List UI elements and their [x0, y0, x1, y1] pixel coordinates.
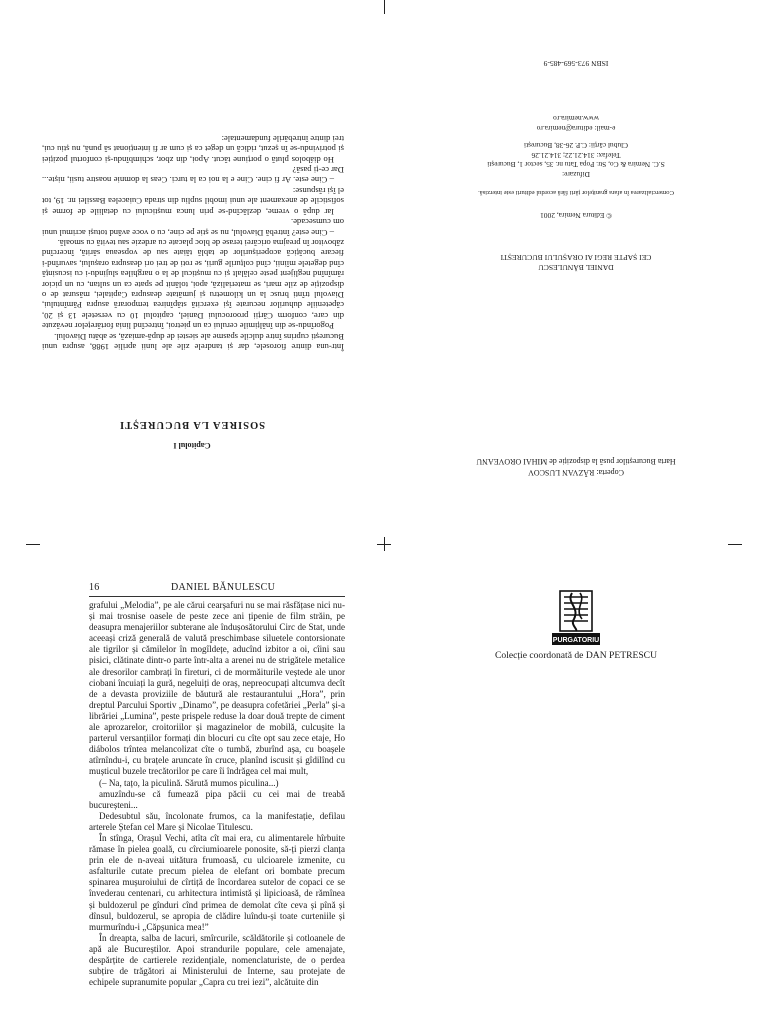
paragraph: (– Na, tațo, la piculină. Sărută mumos piculina...) — [99, 777, 279, 788]
chapter-body — [42, 133, 344, 352]
page-number: 16 — [89, 582, 100, 593]
dist-label: Difuzare: — [562, 170, 590, 179]
paragraph: Pogorîndu-se din înălțimile cerului ca un pietroi, întrecînd linia fortărețelor nevăzute din care, conform Cărții proorocului Daniel, capitolul 10 cu versetele 13 și 20, căpeteniile duhurilor necurate își exercită stăpînirea temporară asupra Pămîntului, Diavolul trînti brusc la un kilometru și jumătate deasupra Capitalei, măsurat de o dispoziție de zile mari, se materializă, apoi, tolănit pe spate ca un sultan, cu un picior rămînînd neglijent peste celălalt și cu mușticul de la o narghilea slujindu-i cu iscusință cînd degetele mîinii, cînd colțurile gurii, se roti de trei ori deasupra orașului, savurînd-i fiecare bucățică acoperișurilor de tablă tăiate sau de vopseaua sărită, încercînd zăbovitor în preajma oricărei terase de bloc placate cu ardezie sau tevită cu smoală. — [42, 237, 344, 332]
page-half-title — [384, 512, 768, 1024]
paragraph: grafului „Melodia”, pe ale cărui cearșafuri nu se mai răsfățase nici nu-și mai trosnise oasele de peste zece ani țipenie de film străin, pe deasupra menajeriilor subterane ale îndușosătorului Circ de Stat, unde aceeași criză generală de valută preschimbase siluetele contorsionate ale tigrilor și cămilelor în mogîldețe, aducînd izbitor a oi, cîini sau pisici, clătinate dintr-o parte într-alta a arenei nu de strigătele metalice ale dresorilor cambrați în fireturi, ci de mormăiturile veștede ale unor ciobani încuiați la gură, negeluiți de oraș, nepreocupați altcumva decît de a devasta proviziile de băutură ale restaurantului „Hora”, prin dreptul Parcului Sportiv „Dinamo”, pe deasupra cofetăriei „Perla” și-a librăriei „Lumina”, peste prispele reduse la doar două trepte de ciment ale aprozarelor, croitoriilor și magazinelor de mobilă, culcușite la parterul versanțiilor formați din blocuri cu cîte opt sau zece etaje, Ho diábolos trîntea melancolizat cîte o tumbă, zburînd așa, cu boașele atîrnîndu-i, cu brațele aruncate în cruce, planînd iscusit și gîdilînd cu mușticul buzele trecătorilor pe care îi îndrăgea cel mai mult, — [89, 600, 345, 777]
paragraph: amuzîndu-se că fumează pipa păcii cu cei mai de treabă bucureșteni... — [89, 788, 345, 810]
collection-credit: Colecție coordonată de DAN PETRESCU — [495, 650, 657, 661]
dist-club: Clubul cărții: C.P. 26-38, București — [523, 141, 629, 151]
cip-author: DANIEL BĂNULESCU — [538, 263, 614, 272]
page-body — [89, 600, 345, 988]
distribution-block — [384, 113, 768, 179]
dist-web: www.nemira.ro — [553, 114, 599, 124]
running-head-author: DANIEL BĂNULESCU — [171, 582, 276, 593]
paragraph: În stînga, Orașul Vechi, atîta cît mai era, cu alimentarele hîrbuite rămase în pielea goală, cu cîrciumioarele ponosite, să-ți pierzi clanța prin ele de n-aveai uitătura frumoasă, cu ulcioarele izmenite, cu asfalturile cutate precum pielea de elefant ori bombate precum spinarea mușuroiului de cîrtiță de încordarea sutelor de copaci ce se învederau centenari, cu arhitectura intimistă și lipicioasă, de rămînea și buldozerul pe gînduri cînd primea de demolat cîte ceva și pînă și dînsul, buldozerul, se apropia de clădire luîndu-și toate curteniile și murmurîndu-i „Căpșunica mea!” — [89, 832, 345, 932]
paragraph: Dedesubtul său, încolonate frumos, ca la manifestație, defilau arterele Ștefan cel Mare și Nicolae Titulescu. — [89, 810, 345, 832]
page-colophon — [384, 0, 768, 512]
chapter-label: Capitolul I — [173, 441, 211, 450]
map-credit: Harta Bucureștilor pusă la dispoziție de MIHAI OROVEANU — [476, 457, 676, 466]
isbn: ISBN 973-569-485-9 — [543, 59, 609, 68]
page-chapter-one — [0, 0, 384, 512]
paragraph: – Cine este? întrebă Diavolul, nu se știe pe cine, cu o voce având totuși acrimul unui om cumsecade. — [42, 217, 344, 238]
paragraph: Iar după o vreme, dezlăcînd-se prin lunca mușticului cu detaliile de forme și sofisticile de anexament ale unui imobil supliu din strada Cuiacelea Bassilei nr. 19, tot el își răspunse: — [42, 185, 344, 217]
paragraph: Într-una dintre fiorosele, dar și tandrele zile ale lunii aprilie 1988, asupra unui București cuprins între dulcile spasme ale siestei de după-amiază, se abătu Diavolul. — [42, 331, 344, 352]
logo-lettering: PURGATORIU — [552, 637, 600, 644]
paragraph: – Cine este. Ar fi cine. Cine e la noi ca la turci. Ceas la domnie noastre tusii, niște... Dar ce-ți pasă? — [42, 165, 344, 186]
copyright-line: © Editura Nemira, 2001 — [540, 211, 612, 220]
cip-block — [384, 252, 768, 272]
paragraph: Ho diábolos plută o porțiune tăcut. Apoi, din zbor, schimbîndu-și confortul poziției și potrivindu-se în șezut, ridică un deget ca și cum ar fi intenționat să pună, nu știu cui, trei dintre întrebările fundamentale: — [42, 133, 344, 165]
dist-address: S.C. Nemira & Co, Str. Popa Tatu nr. 35, sector 1, București — [487, 160, 665, 170]
header-rule — [89, 596, 345, 597]
cover-credits — [384, 456, 768, 478]
page-sixteen — [0, 512, 384, 1024]
spacer — [384, 133, 768, 141]
dist-email: e-mail: editura@nemira.ro — [536, 123, 616, 133]
purgatoriu-logo-icon — [530, 589, 622, 649]
cover-designer: Coperta: RĂZVAN LUSCOV — [528, 468, 624, 477]
rights-notice: Comercializarea în afara granițelor țării fără acordul editurii este interzisă. — [478, 189, 674, 196]
paragraph: În dreapta, salba de lacuri, smîrcurile, scăldătorile și cotloanele de apă ale Bucureștilor. Apoi strandurile populare, cele amenajate, despărțite de cartierele rezidențiale, nomenclaturiste, de o perdea subțire de trăgători ai Ministerului de Interne, sau protejate de echipele supranumite popular „Capra cu trei iezi”, alcătuite din — [89, 932, 345, 988]
cip-title: CEI ȘAPTE REGI AI ORAȘULUI BUCUREȘTI — [500, 253, 652, 262]
chapter-title: SOSIREA LA BUCUREȘTI — [118, 419, 266, 430]
dist-phone: Telefax: 314.21.22; 314.21.26 — [531, 150, 621, 160]
